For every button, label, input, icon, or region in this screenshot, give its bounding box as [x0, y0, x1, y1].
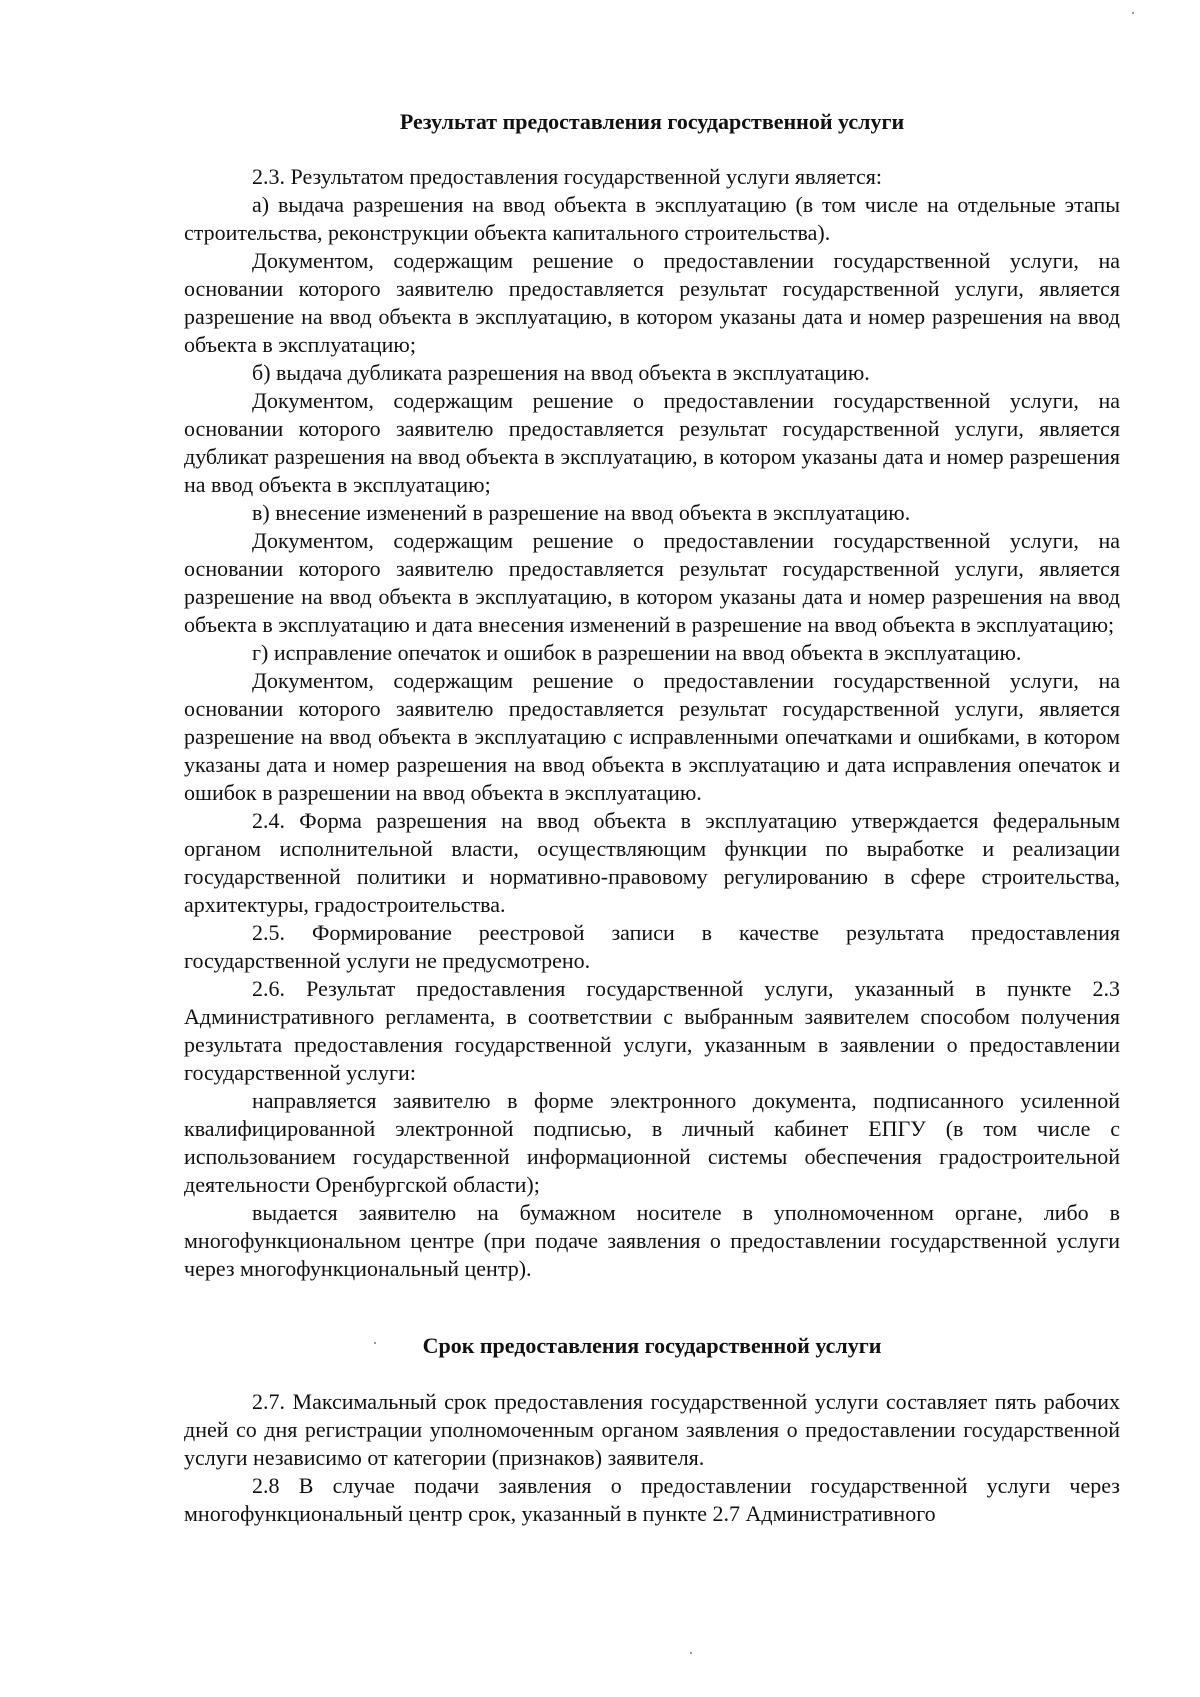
- paragraph-2-3: 2.3. Результатом предоставления государственной услуги является:: [252, 164, 883, 189]
- paragraph-2-3-g: г) исправление опечаток и ошибок в разрешении на ввод объекта в эксплуатацию.: [252, 640, 1022, 665]
- paragraph-2-5: 2.5. Формирование реестровой записи в качестве результата предоставления государственной услуги не предусмотрено.: [184, 920, 1120, 973]
- paragraph-2-3-b-document: Документом, содержащим решение о предоставлении государственной услуги, на основании которого заявителю предоставляется результат государственной услуги, является дубликат разрешения на ввод объекта в эксплуатацию, в котором указаны дата и номер разрешения на ввод объекта в эксплуатацию;: [184, 388, 1120, 497]
- paragraph-2-3-b: б) выдача дубликата разрешения на ввод объекта в эксплуатацию.: [252, 360, 870, 385]
- paragraph-2-3-g-document: Документом, содержащим решение о предоставлении государственной услуги, на основании которого заявителю предоставляется результат государственной услуги, является разрешение на ввод объекта в эксплуатацию с исправленными опечатками и ошибками, в котором указаны дата и номер разрешения на ввод объекта в эксплуатацию и дата исправления опечаток и ошибок в разрешении на ввод объекта в эксплуатацию.: [184, 668, 1120, 805]
- paragraph-2-6: 2.6. Результат предоставления государственной услуги, указанный в пункте 2.3 Административного регламента, в соответствии с выбранным заявителем способом получения результата предоставления государственной услуги, указанным в заявлении о предоставлении государственной услуги:: [184, 976, 1120, 1085]
- scan-speck: [374, 1342, 376, 1344]
- section-body-term: [184, 1388, 1120, 1528]
- paragraph-2-6-paper: выдается заявителю на бумажном носителе в уполномоченном органе, либо в многофункциональном центре (при подаче заявления о предоставлении государственной услуги через многофункциональный центр).: [184, 1200, 1120, 1281]
- section-heading-result: Результат предоставления государственной услуги: [399, 109, 905, 134]
- paragraph-2-3-a: а) выдача разрешения на ввод объекта в эксплуатацию (в том числе на отдельные этапы строительства, реконструкции объекта капитального строительства).: [184, 192, 1120, 245]
- section-body-result: [184, 163, 1120, 1283]
- scan-speck: [1132, 12, 1134, 14]
- paragraph-2-3-a-document: Документом, содержащим решение о предоставлении государственной услуги, на основании которого заявителю предоставляется результат государственной услуги, является разрешение на ввод объекта в эксплуатацию, в котором указаны дата и номер разрешения на ввод объекта в эксплуатацию;: [184, 248, 1120, 357]
- paragraph-2-7: 2.7. Максимальный срок предоставления государственной услуги составляет пять рабочих дней со дня регистрации уполномоченным органом заявления о предоставлении государственной услуги независимо от категории (признаков) заявителя.: [184, 1389, 1120, 1470]
- paragraph-2-8: 2.8 В случае подачи заявления о предоставлении государственной услуги через многофункциональный центр срок, указанный в пункте 2.7 Административного: [184, 1473, 1120, 1526]
- scan-speck: [690, 1652, 692, 1654]
- paragraph-2-3-v: в) внесение изменений в разрешение на ввод объекта в эксплуатацию.: [252, 500, 911, 525]
- paragraph-2-4: 2.4. Форма разрешения на ввод объекта в эксплуатацию утверждается федеральным органом исполнительной власти, осуществляющим функции по выработке и реализации государственной политики и нормативно-правовому регулированию в сфере строительства, архитектуры, градостроительства.: [184, 808, 1120, 917]
- paragraph-2-6-electronic: направляется заявителю в форме электронного документа, подписанного усиленной квалифицированной электронной подписью, в личный кабинет ЕПГУ (в том числе с использованием государственной информационной системы обеспечения градостроительной деятельности Оренбургской области);: [184, 1088, 1120, 1197]
- section-heading-term: Срок предоставления государственной услуги: [422, 1333, 882, 1358]
- paragraph-2-3-v-document: Документом, содержащим решение о предоставлении государственной услуги, на основании которого заявителю предоставляется результат государственной услуги, является разрешение на ввод объекта в эксплуатацию, в котором указаны дата и номер разрешения на ввод объекта в эксплуатацию и дата внесения изменений в разрешение на ввод объекта в эксплуатацию;: [184, 528, 1120, 637]
